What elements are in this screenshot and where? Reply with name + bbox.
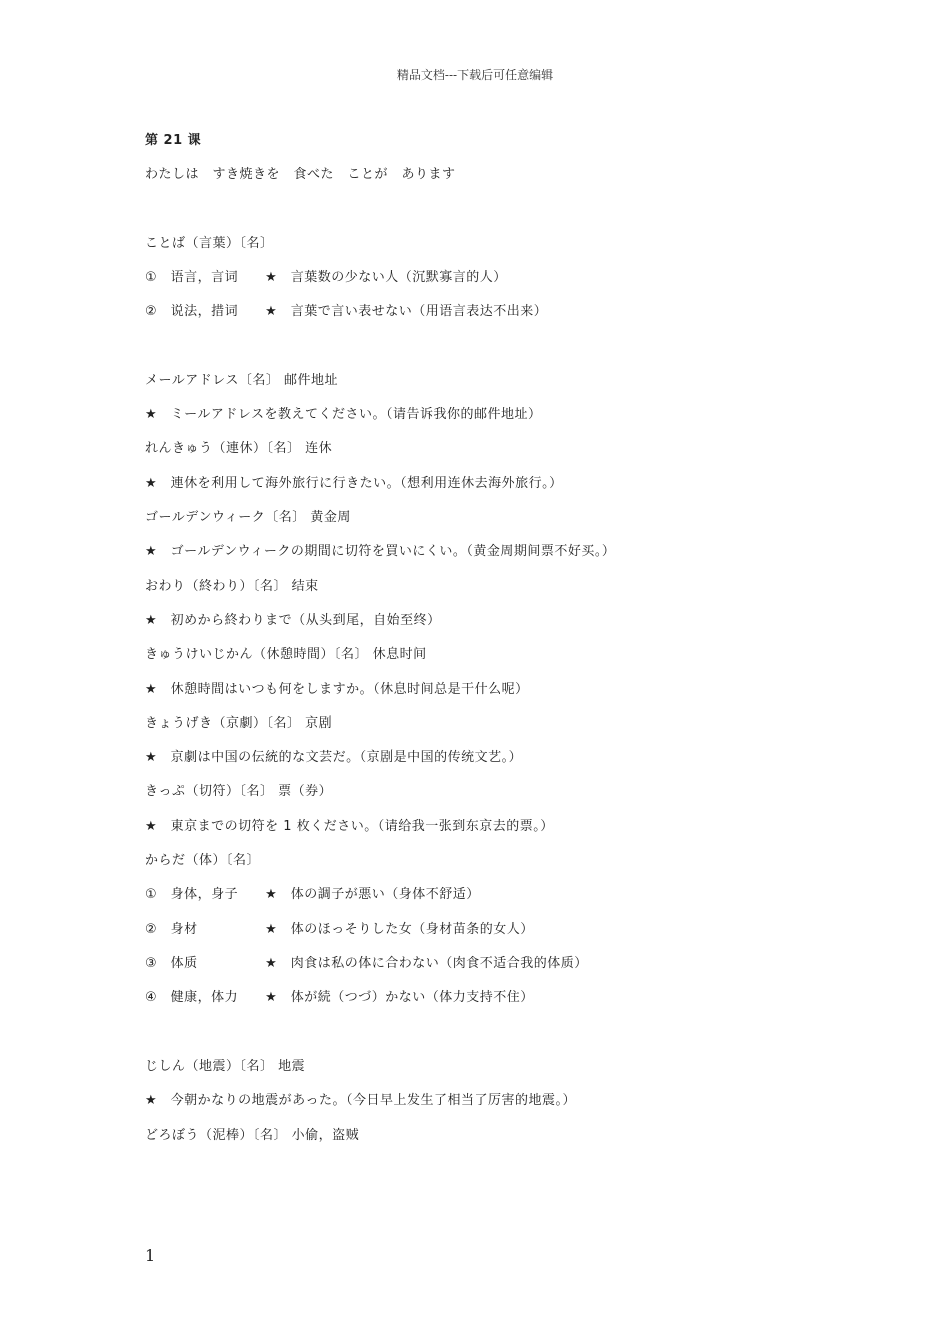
vocab-entry: どろぼう（泥棒）〔名〕 小偷，盗贼 (145, 1128, 360, 1143)
vocab-example: ★ ゴールデンウィークの期間に切符を買いにくい。（黄金周期间票不好买。） (145, 544, 616, 559)
vocab-example: ④ 健康，体力 ★ 体が続（つづ）かない（体力支持不住） (145, 990, 534, 1005)
vocab-entry: きゅうけいじかん（休憩時間）〔名〕 休息时间 (145, 647, 427, 662)
vocab-example: ★ 京劇は中国の伝統的な文芸だ。（京剧是中国的传统文艺。） (145, 750, 523, 765)
vocab-entry: おわり（終わり）〔名〕 结束 (145, 579, 319, 594)
page-number: 1 (145, 1246, 156, 1265)
vocab-entry: からだ（体）〔名〕 (145, 853, 261, 868)
vocab-entry: きょうげき（京劇）〔名〕 京剧 (145, 716, 333, 731)
vocab-example: ★ 東京までの切符を 1 枚ください。（请给我一张到东京去的票。） (145, 819, 554, 834)
vocab-entry: ゴールデンウィーク〔名〕 黄金周 (145, 510, 351, 525)
vocab-example: ② 身材 ★ 体のほっそりした女（身材苗条的女人） (145, 922, 534, 937)
vocab-example: ★ 初めから終わりまで（从头到尾，自始至终） (145, 613, 441, 628)
vocab-entry: きっぷ（切符）〔名〕 票（券） (145, 784, 333, 799)
vocab-entry: ことば（言葉）〔名〕 (145, 236, 274, 251)
vocab-example: ★ ミールアドレスを教えてください。（请告诉我你的邮件地址） (145, 407, 542, 422)
vocab-example: ③ 体质 ★ 肉食は私の体に合わない（肉食不适合我的体质） (145, 956, 588, 971)
vocab-entry: じしん（地震）〔名〕 地震 (145, 1059, 306, 1074)
lesson-title: 第 21 课 (145, 133, 202, 148)
vocab-example: ★ 休憩時間はいつも何をしますか。（休息时间总是干什么呢） (145, 682, 529, 697)
vocab-example: ② 说法，措词 ★ 言葉で言い表せない（用语言表达不出来） (145, 304, 548, 319)
vocab-example: ① 身体，身子 ★ 体の調子が悪い（身体不舒适） (145, 887, 480, 902)
vocab-example: ★ 連休を利用して海外旅行に行きたい。（想利用连休去海外旅行。） (145, 476, 563, 491)
document-header: 精品文档---下载后可任意编辑 (396, 68, 554, 82)
lesson-subtitle: わたしは すき焼きを 食べた ことが あります (145, 167, 456, 182)
vocab-example: ① 语言，言词 ★ 言葉数の少ない人（沉默寡言的人） (145, 270, 507, 285)
vocab-entry: れんきゅう（連休）〔名〕 连休 (145, 441, 333, 456)
vocab-example: ★ 今朝かなりの地震があった。（今日早上发生了相当了厉害的地震。） (145, 1093, 577, 1108)
vocab-entry: メールアドレス〔名〕 邮件地址 (145, 373, 338, 388)
